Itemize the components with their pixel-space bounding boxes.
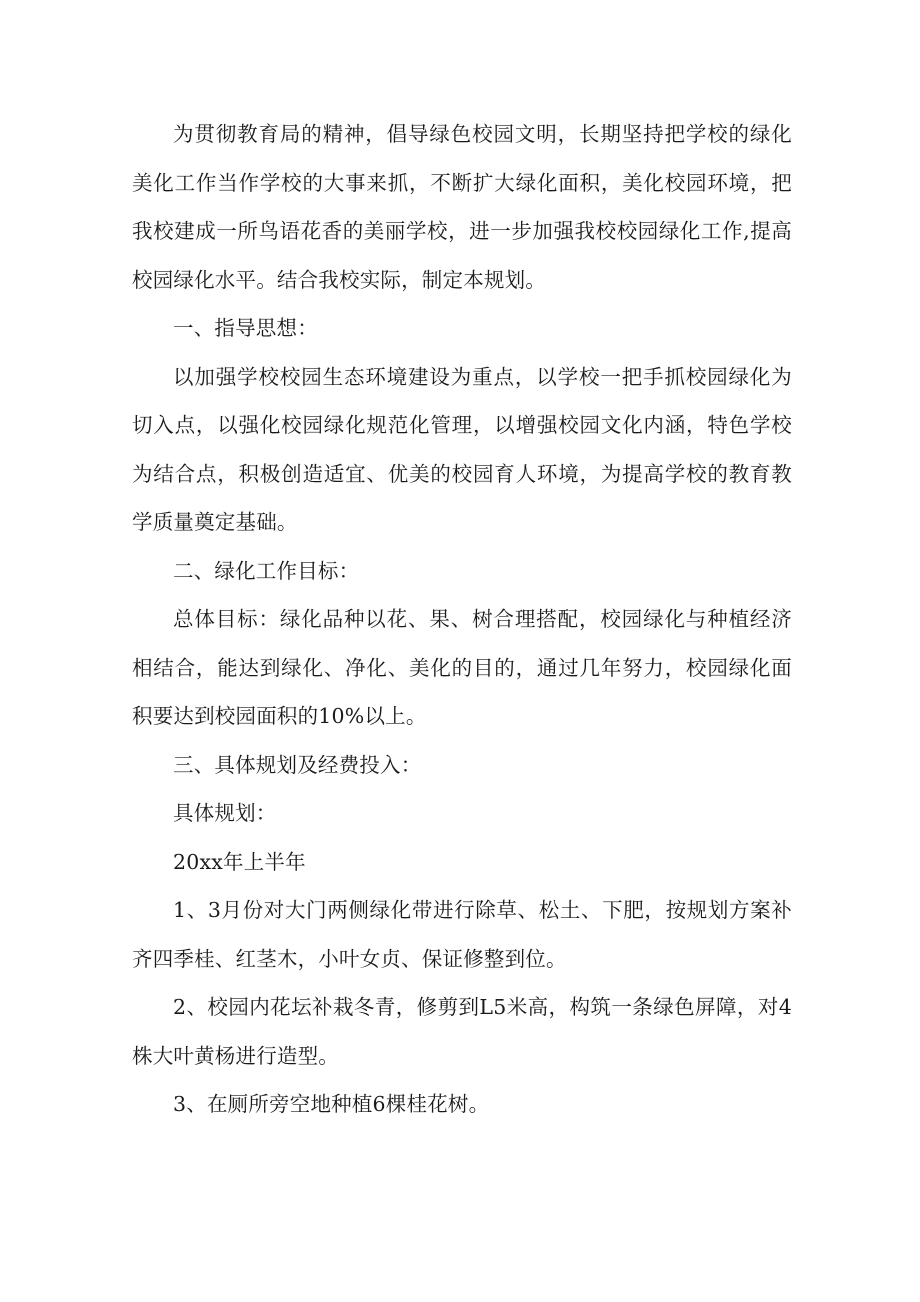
overall-goal-paragraph: 总体目标：绿化品种以花、果、树合理搭配，校园绿化与种植经济相结合，能达到绿化、净化、美化的目的，通过几年努力，校园绿化面积要达到校园面积的10%以上。 <box>132 607 792 728</box>
period-label: 20xx年上半年 <box>173 849 306 874</box>
intro-paragraph: 为贯彻教育局的精神，倡导绿色校园文明，长期坚持把学校的绿化美化工作当作学校的大事来抓，不断扩大绿化面积，美化校园环境，把我校建成一所鸟语花香的美丽学校，进一步加强我校校园绿化工作,提高校园绿化水平。结合我校实际，制定本规划。 <box>132 122 792 292</box>
guiding-ideology-paragraph: 以加强学校校园生态环境建设为重点，以学校一把手抓校园绿化为切入点，以强化校园绿化规范化管理，以增强校园文化内涵，特色学校为结合点，积极创造适宜、优美的校园育人环境，为提高学校的教育教学质量奠定基础。 <box>132 364 792 534</box>
document-body <box>132 110 792 1129</box>
specific-plan-label: 具体规划： <box>173 801 277 825</box>
plan-item-3: 3、在厕所旁空地种植6棵桂花树。 <box>173 1092 490 1116</box>
plan-item-2: 2、校园内花坛补栽冬青，修剪到L5米高，构筑一条绿色屏障，对4株大叶黄杨进行造型。 <box>132 995 792 1068</box>
section-heading-guiding-ideology: 一、指导思想： <box>173 316 318 340</box>
section-heading-specific-plan: 三、具体规划及经费投入： <box>173 752 422 777</box>
plan-item-1: 1、3月份对大门两侧绿化带进行除草、松土、下肥，按规划方案补齐四季桂、红茎木，小叶女贞、保证修整到位。 <box>132 898 792 971</box>
section-heading-greening-goals: 二、绿化工作目标： <box>173 558 360 583</box>
